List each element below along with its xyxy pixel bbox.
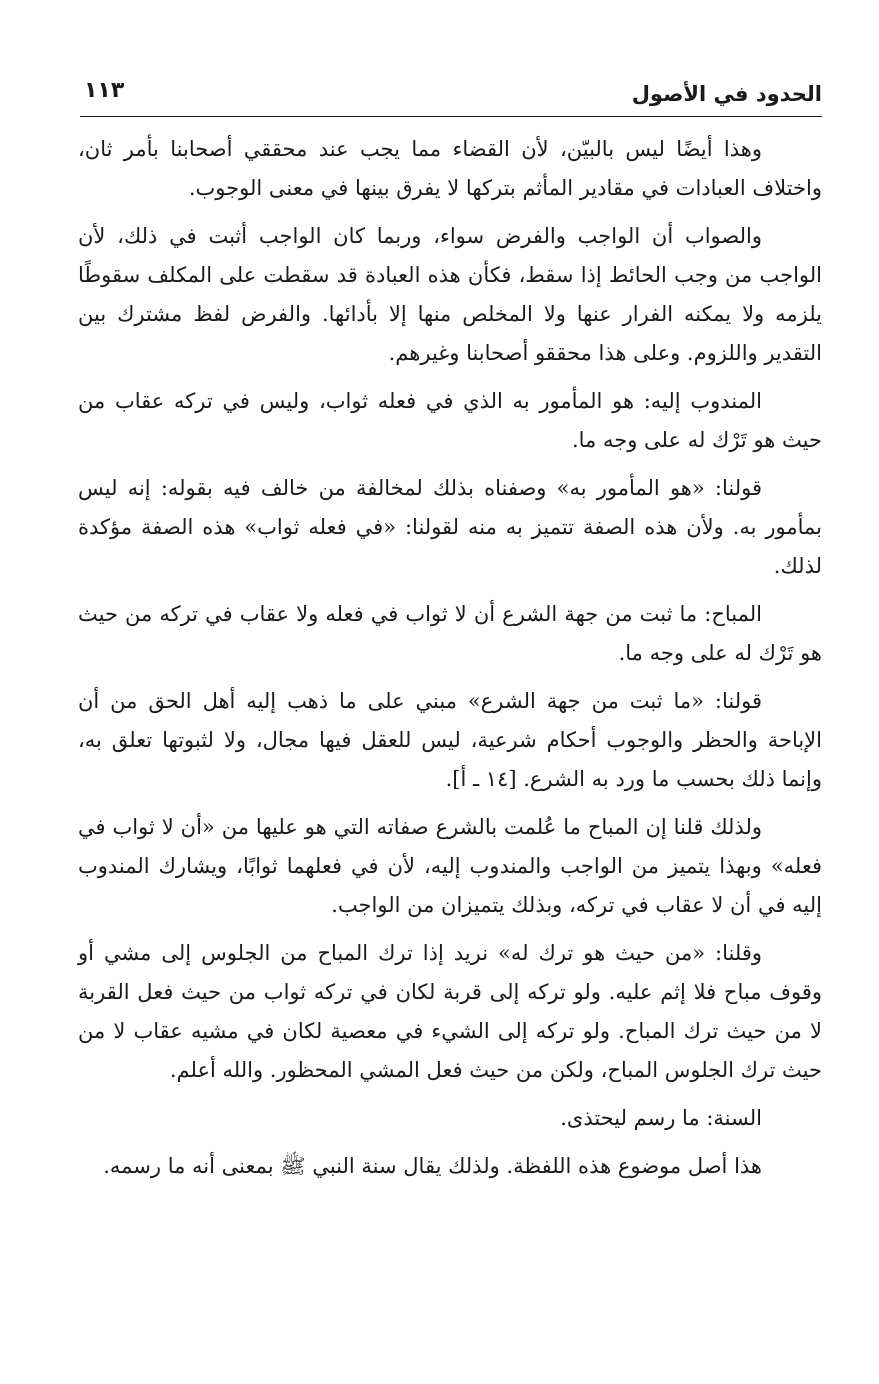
paragraph: المباح: ما ثبت من جهة الشرع أن لا ثواب في فعله ولا عقاب في تركه من حيث هو تَرْك له على وجه ما. (78, 602, 822, 665)
paragraph: ولذلك قلنا إن المباح ما عُلمت بالشرع صفاته التي هو عليها من «أن لا ثواب في فعله» وبهذا يتميز من الواجب والمندوب إليه، لأن في فعلهما ثوابًا، ويشارك المندوب إليه في أن لا عقاب في تركه، وبذلك يتميزان من الواجب. (78, 815, 822, 917)
paragraph: قولنا: «هو المأمور به» وصفناه بذلك لمخالفة من خالف فيه بقوله: إنه ليس بمأمور به. ولأن هذه الصفة تتميز به منه لقولنا: «في فعله ثواب» هذه الصفة مؤكدة لذلك. (78, 476, 822, 578)
paragraph: هذا أصل موضوع هذه اللفظة. ولذلك يقال سنة النبي ﷺ بمعنى أنه ما رسمه. (103, 1154, 762, 1178)
paragraph: وقلنا: «من حيث هو ترك له» نريد إذا ترك المباح من الجلوس إلى مشي أو وقوف مباح فلا إثم عليه. ولو تركه إلى قربة لكان في تركه ثواب من حيث فعل القربة لا من حيث ترك المباح. ولو تركه إلى الشيء في معصية لكان في مشيه عقاب لا من حيث ترك الجلوس المباح، ولكن من حيث فعل المشي المحظور. والله أعلم. (78, 941, 822, 1082)
paragraph: السنة: ما رسم ليحتذى. (560, 1106, 762, 1130)
paragraph: قولنا: «ما ثبت من جهة الشرع» مبني على ما ذهب إليه أهل الحق من أن الإباحة والحظر والوجوب أحكام شرعية، ليس للعقل فيها مجال، ولا لثبوتها تعلق به، وإنما ذلك بحسب ما ورد به الشرع. [١٤ ـ أ]. (78, 689, 822, 791)
paragraph: المندوب إليه: هو المأمور به الذي في فعله ثواب، وليس في تركه عقاب من حيث هو تَرْك له على وجه ما. (78, 389, 822, 452)
paragraph: والصواب أن الواجب والفرض سواء، وربما كان الواجب أثبت في ذلك، لأن الواجب من وجب الحائط إذا سقط، فكأن هذه العبادة قد سقطت على المكلف سقوطًا يلزمه ولا يمكنه الفرار عنها ولا المخلص منها إلا بأدائها. والفرض لفظ مشترك بين التقدير واللزوم. وعلى هذا محققو أصحابنا وغيرهم. (78, 224, 822, 365)
paragraph: وهذا أيضًا ليس بالبيّن، لأن القضاء مما يجب عند محققي أصحابنا بأمر ثان، واختلاف العبادات في مقادير المأثم بتركها لا يفرق بينها في معنى الوجوب. (78, 137, 822, 200)
page-number: ١١٣ (84, 78, 125, 103)
page-body (78, 130, 822, 1195)
page-header (80, 76, 822, 117)
running-title: الحدود في الأصول (631, 82, 822, 106)
